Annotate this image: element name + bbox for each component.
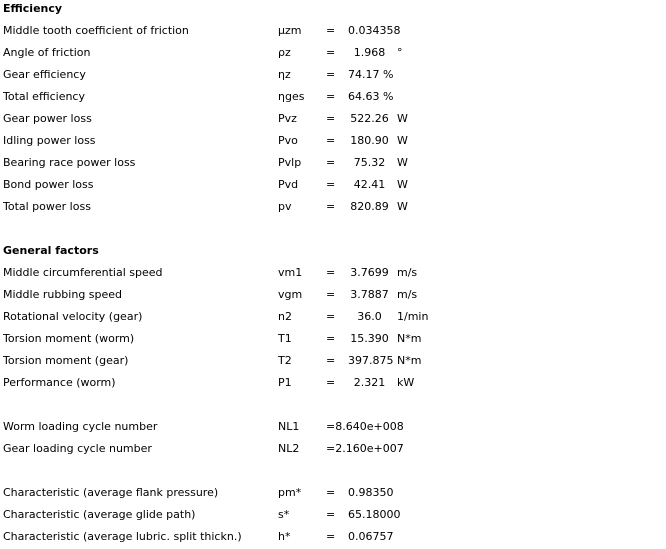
row-value: 180.90 xyxy=(350,134,389,147)
row-label: Angle of friction xyxy=(3,46,91,59)
row-equals: = xyxy=(326,530,336,543)
row-symbol: vm1 xyxy=(278,266,303,279)
section-heading-efficiency: Efficiency xyxy=(3,2,63,15)
row-equals: = xyxy=(326,310,336,323)
row-unit: W xyxy=(397,134,408,147)
row-symbol: pv xyxy=(278,200,292,213)
row-symbol: ηz xyxy=(278,68,291,81)
row-label: Bond power loss xyxy=(3,178,94,191)
row-symbol: µzm xyxy=(278,24,302,37)
row-unit: N*m xyxy=(397,354,422,367)
row-value: 397.875 xyxy=(348,354,394,367)
row-unit: kW xyxy=(397,376,415,389)
row-label: Performance (worm) xyxy=(3,376,116,389)
row-unit: N*m xyxy=(397,332,422,345)
row-symbol: n2 xyxy=(278,310,292,323)
row-equals: = xyxy=(326,46,336,59)
row-unit: 1/min xyxy=(397,310,429,323)
row-label: Middle rubbing speed xyxy=(3,288,123,301)
row-value: 75.32 xyxy=(353,156,386,169)
row-symbol: T1 xyxy=(278,332,292,345)
row-symbol: T2 xyxy=(278,354,292,367)
row-symbol: Pvlp xyxy=(278,156,302,169)
row-equals: = xyxy=(326,134,336,147)
row-equals: = xyxy=(326,486,336,499)
row-label: Gear loading cycle number xyxy=(3,442,152,455)
row-equals: = xyxy=(326,90,336,103)
row-value: 1.968 xyxy=(353,46,386,59)
row-symbol: pm* xyxy=(278,486,302,499)
row-unit: W xyxy=(397,112,408,125)
row-unit: m/s xyxy=(397,288,418,301)
row-symbol: NL1 xyxy=(278,420,300,433)
row-label: Torsion moment (worm) xyxy=(3,332,135,345)
row-unit: W xyxy=(397,200,408,213)
row-label: Bearing race power loss xyxy=(3,156,136,169)
row-unit: ° xyxy=(397,46,403,59)
row-value: 0.06757 xyxy=(348,530,394,543)
row-symbol: ηges xyxy=(278,90,305,103)
row-value: 3.7887 xyxy=(350,288,389,301)
row-symbol: Pvz xyxy=(278,112,297,125)
row-symbol: NL2 xyxy=(278,442,300,455)
row-equals: = xyxy=(326,24,336,37)
row-unit: W xyxy=(397,156,408,169)
row-value: 15.390 xyxy=(350,332,389,345)
row-equals: = xyxy=(326,376,336,389)
row-label: Torsion moment (gear) xyxy=(3,354,129,367)
row-value: 36.0 xyxy=(357,310,382,323)
row-value: 3.7699 xyxy=(350,266,389,279)
row-equals: = xyxy=(326,156,336,169)
row-symbol: h* xyxy=(278,530,291,543)
row-value: 0.034358 xyxy=(348,24,401,37)
row-label: Characteristic (average glide path) xyxy=(3,508,196,521)
row-equals: = xyxy=(326,508,336,521)
row-unit: W xyxy=(397,178,408,191)
row-value: 0.98350 xyxy=(348,486,394,499)
row-equals: = xyxy=(326,288,336,301)
row-label: Total power loss xyxy=(3,200,91,213)
row-equals: = xyxy=(326,68,336,81)
row-value: 64.63 % xyxy=(348,90,394,103)
row-label: Idling power loss xyxy=(3,134,96,147)
row-label: Characteristic (average lubric. split thickn.) xyxy=(3,530,242,543)
row-symbol: ρz xyxy=(278,46,291,59)
row-label: Rotational velocity (gear) xyxy=(3,310,143,323)
row-value: 42.41 xyxy=(353,178,386,191)
row-label: Worm loading cycle number xyxy=(3,420,158,433)
row-equals: = xyxy=(326,354,336,367)
section-heading-general-factors: General factors xyxy=(3,244,99,257)
row-value: 2.321 xyxy=(353,376,386,389)
row-symbol: vgm xyxy=(278,288,303,301)
row-symbol: Pvo xyxy=(278,134,298,147)
row-symbol: Pvd xyxy=(278,178,299,191)
row-label: Middle circumferential speed xyxy=(3,266,163,279)
row-symbol: P1 xyxy=(278,376,292,389)
row-equals: = xyxy=(326,112,336,125)
row-value: =2.160e+007 xyxy=(326,442,404,455)
row-value: 74.17 % xyxy=(348,68,394,81)
row-value: 522.26 xyxy=(350,112,389,125)
row-equals: = xyxy=(326,332,336,345)
row-value: 65.18000 xyxy=(348,508,401,521)
row-label: Gear efficiency xyxy=(3,68,86,81)
row-unit: m/s xyxy=(397,266,418,279)
row-equals: = xyxy=(326,200,336,213)
row-equals: = xyxy=(326,266,336,279)
row-label: Total efficiency xyxy=(3,90,85,103)
row-equals: = xyxy=(326,178,336,191)
row-label: Middle tooth coefficient of friction xyxy=(3,24,189,37)
row-label: Gear power loss xyxy=(3,112,92,125)
row-label: Characteristic (average flank pressure) xyxy=(3,486,219,499)
row-value: 820.89 xyxy=(350,200,389,213)
row-value: =8.640e+008 xyxy=(326,420,404,433)
row-symbol: s* xyxy=(278,508,290,521)
